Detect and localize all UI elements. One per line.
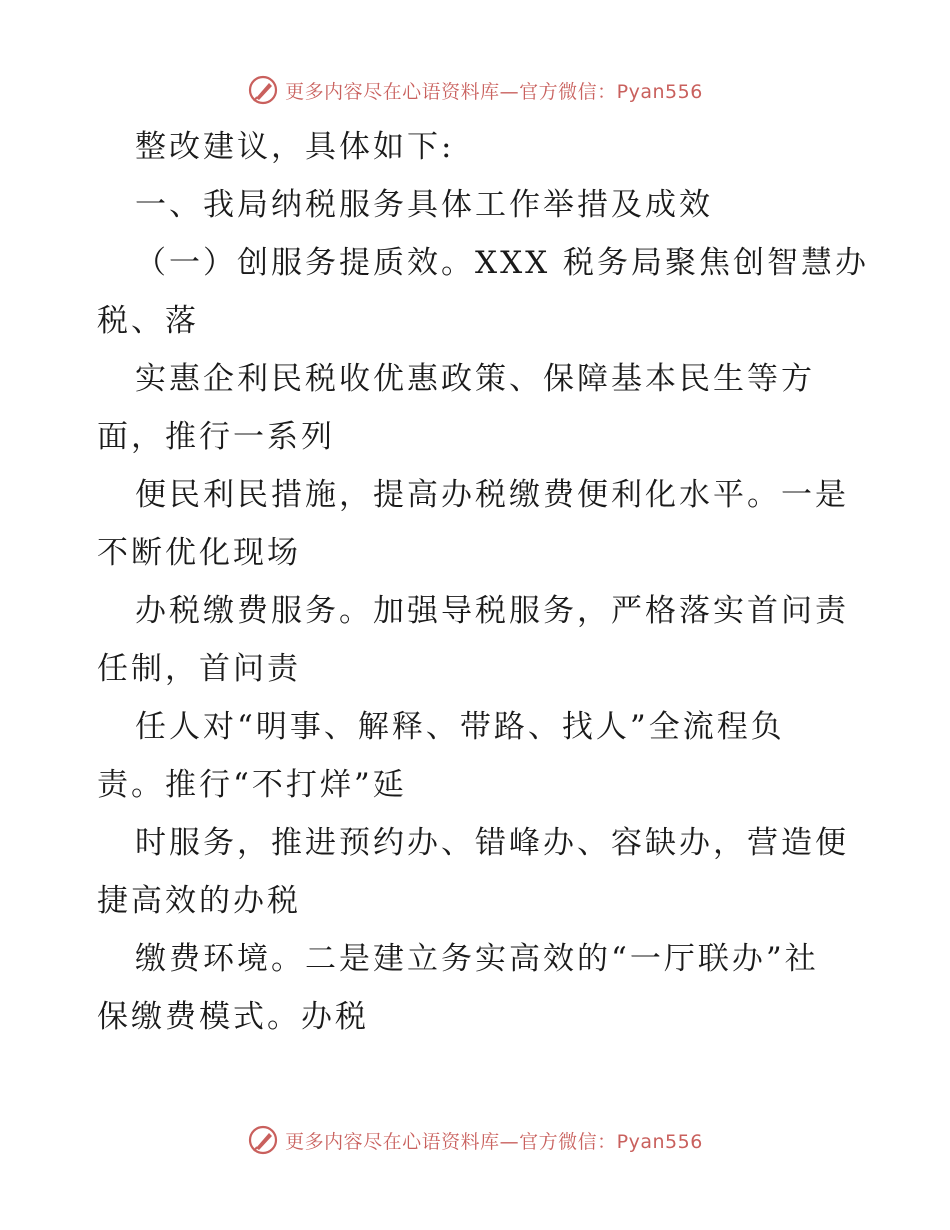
body-line: 任制，首问责 [97,651,301,687]
body-line: （一）创服务提质效。XXX 税务局聚焦创智慧办 [135,245,870,281]
body-line: 捷高效的办税 [97,883,301,919]
body-line: 责。推行“不打烊”延 [97,767,407,803]
document-body [97,118,870,1046]
body-line: 缴费环境。二是建立务实高效的“一厅联办”社 [135,941,819,977]
body-line: 时服务，推进预约办、错峰办、容缺办，营造便 [135,825,849,861]
quill-pen-logo-icon [247,1124,279,1156]
body-line: 任人对“明事、解释、带路、找人”全流程负 [135,709,785,745]
body-line: 不断优化现场 [97,535,301,571]
body-line: 整改建议，具体如下: [135,129,455,165]
body-line: 实惠企利民税收优惠政策、保障基本民生等方 [135,361,815,397]
body-line: 保缴费模式。办税 [97,999,369,1035]
body-line: 税、落 [97,303,199,339]
header-watermark-text: 更多内容尽在心语资料库—官方微信：Pyan556 [285,80,703,103]
body-line: 办税缴费服务。加强导税服务，严格落实首问责 [135,593,849,629]
footer-watermark-text: 更多内容尽在心语资料库—官方微信：Pyan556 [285,1130,703,1153]
body-line: 便民利民措施，提高办税缴费便利化水平。一是 [135,477,849,513]
body-line: 面，推行一系列 [97,419,335,455]
header-watermark-banner [0,70,950,110]
footer-watermark-banner [0,1120,950,1160]
section-heading: 一、我局纳税服务具体工作举措及成效 [135,187,713,223]
quill-pen-logo-icon [247,74,279,106]
